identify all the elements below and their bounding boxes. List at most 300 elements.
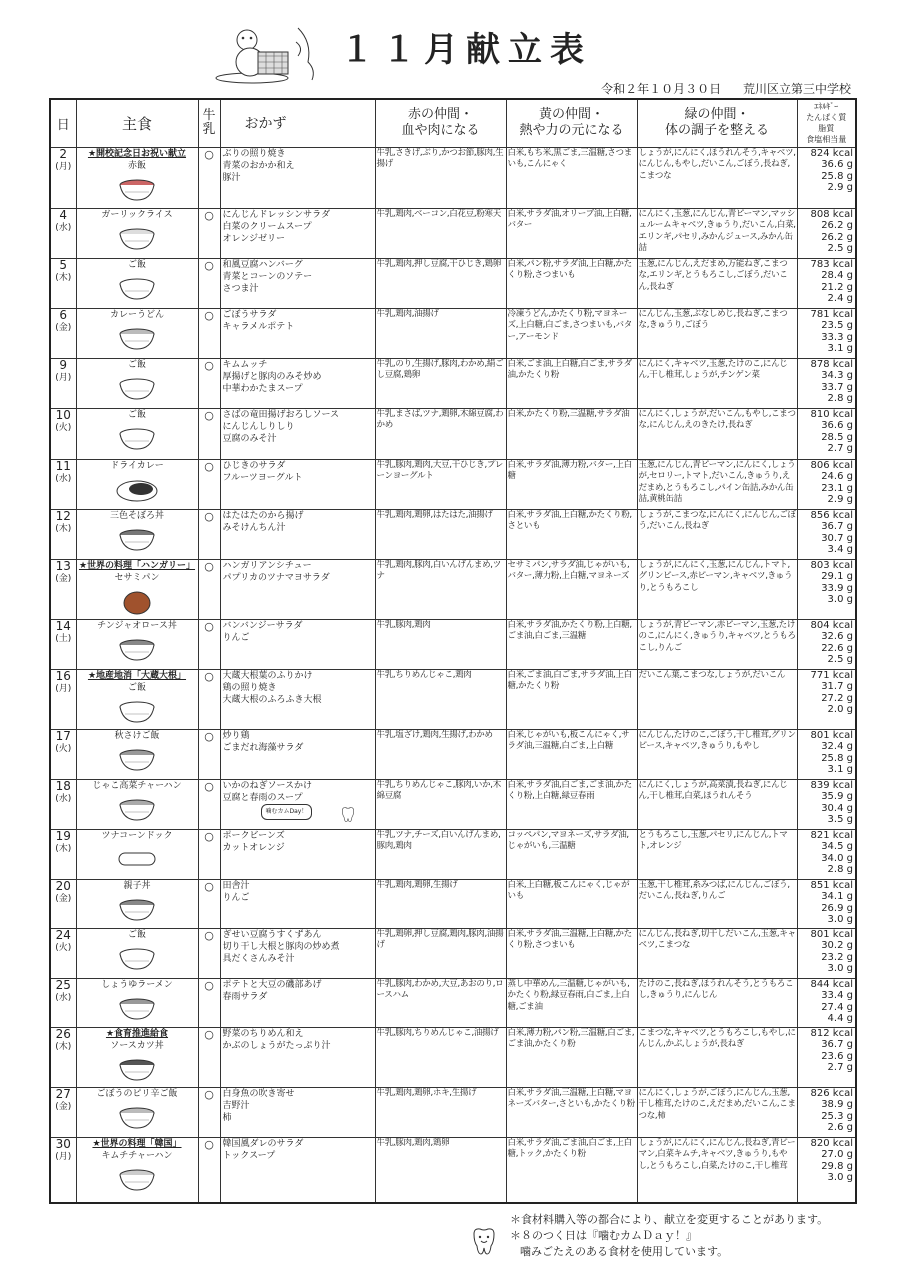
- side-dish: 田舎汁: [222, 880, 250, 891]
- protein-value: 34.5: [821, 841, 844, 852]
- red-group-cell: 牛乳,豚肉,ちりめんじゃこ,油揚げ: [375, 1027, 506, 1087]
- unit-label: kcal: [832, 358, 853, 370]
- side-dishes-cell: [220, 208, 375, 258]
- salt-value-line: [798, 443, 854, 455]
- salt-value-line: [798, 594, 854, 606]
- fat-value-line: [798, 693, 854, 705]
- milk-cell: ○: [198, 147, 220, 208]
- side-dish: 豚汁: [222, 172, 241, 183]
- salt-value-line: [798, 544, 854, 556]
- note-change: ＊食材料購入等の都合により、献立を変更することがあります。: [510, 1213, 829, 1226]
- protein-value-line: [798, 741, 854, 753]
- date-line: [583, 80, 851, 97]
- salt-value: 2.7: [827, 443, 844, 454]
- day-cell: [50, 1137, 76, 1203]
- side-dish: 柿: [222, 1112, 232, 1123]
- day-cell: [50, 1087, 76, 1137]
- unit-label: g: [846, 420, 853, 431]
- day-number: 26: [55, 1027, 71, 1041]
- dish-icon: [115, 894, 159, 924]
- protein-value: 38.9: [821, 1099, 844, 1110]
- protein-value-line: [798, 791, 854, 803]
- nutrition-cell: [797, 358, 856, 408]
- yellow-group-cell: 冷凍うどん,かたくり粉,マヨネーズ,上白糖,白ごま,さつまいも,バター,アーモンド: [506, 308, 637, 358]
- unit-label: g: [846, 752, 853, 764]
- unit-label: g: [846, 381, 853, 393]
- fat-value: 23.1: [821, 482, 844, 494]
- unit-label: g: [846, 681, 853, 692]
- fat-value: 23.6: [821, 1050, 844, 1062]
- menu-row: [50, 779, 856, 829]
- main-dish-cell: [76, 358, 198, 408]
- weekday: (火): [55, 942, 72, 953]
- salt-value: 3.0: [827, 914, 844, 925]
- fat-value-line: [798, 382, 854, 394]
- unit-label: g: [846, 631, 853, 642]
- fat-value-line: [798, 1161, 854, 1173]
- energy-value-line: [798, 1028, 854, 1040]
- side-dish: キムムッチ: [222, 359, 268, 370]
- protein-value-line: [798, 1039, 854, 1051]
- unit-label: g: [846, 482, 853, 494]
- unit-label: kcal: [832, 1087, 853, 1099]
- energy-value-line: [798, 309, 854, 321]
- main-dish-cell: [76, 1137, 198, 1203]
- unit-label: g: [846, 170, 853, 182]
- nutrition-cell: [797, 729, 856, 779]
- green-group-cell: とうもろこし,玉葱,パセリ,にんじん,トマト,オレンジ: [637, 829, 797, 879]
- unit-label: g: [846, 220, 853, 231]
- main-dish-cell: [76, 208, 198, 258]
- protein-value-line: [798, 571, 854, 583]
- energy-value: 826: [810, 1087, 830, 1099]
- unit-label: g: [846, 532, 853, 544]
- nutrition-cell: [797, 928, 856, 978]
- salt-value: 3.1: [827, 343, 844, 354]
- menu-row: [50, 358, 856, 408]
- main-dish-name: キムチチャーハン: [101, 1150, 173, 1161]
- header-milk: 牛乳: [198, 99, 220, 147]
- side-dish: 青菜のおかか和え: [222, 160, 295, 171]
- green-group-cell: たけのこ,長ねぎ,ほうれんそう,とうもろこし,きゅうり,にんじん: [637, 978, 797, 1027]
- fat-value: 26.2: [821, 231, 844, 243]
- event-label: ★食育推進給食: [105, 1028, 169, 1039]
- unit-label: kcal: [832, 928, 853, 940]
- dish-icon: [115, 1102, 159, 1132]
- energy-value-line: [798, 780, 854, 792]
- energy-value: 821: [810, 829, 830, 841]
- menu-row: [50, 928, 856, 978]
- red-group-cell: 牛乳,鶏肉,鶏卵,はたはた,油揚げ: [375, 509, 506, 559]
- protein-value-line: [798, 1149, 854, 1161]
- energy-value-line: [798, 409, 854, 421]
- unit-label: g: [846, 951, 853, 963]
- event-label: ★世界の料理「ハンガリー」: [78, 560, 196, 571]
- nutrition-cell: [797, 779, 856, 829]
- milk-cell: ○: [198, 358, 220, 408]
- unit-label: g: [846, 594, 853, 605]
- protein-value: 35.9: [821, 791, 844, 802]
- main-dish-cell: [76, 879, 198, 928]
- protein-value: 36.7: [821, 1039, 844, 1050]
- milk-cell: ○: [198, 779, 220, 829]
- unit-label: g: [846, 393, 853, 404]
- unit-label: g: [846, 370, 853, 381]
- milk-cell: ○: [198, 408, 220, 459]
- unit-label: g: [846, 443, 853, 454]
- unit-label: g: [846, 1149, 853, 1160]
- nutrition-cell: [797, 619, 856, 669]
- yellow-group-cell: 白米,サラダ油,ごま油,白ごま,上白糖,トック,かたくり粉: [506, 1137, 637, 1203]
- dish-icon: [115, 174, 159, 204]
- side-dish: オレンジゼリー: [222, 233, 286, 244]
- dish-icon: [115, 1054, 159, 1084]
- main-dish-name: セサミパン: [114, 572, 160, 583]
- fat-value: 30.4: [821, 802, 844, 814]
- unit-label: kcal: [832, 619, 853, 631]
- weekday: (土): [55, 633, 72, 644]
- day-cell: [50, 669, 76, 729]
- fat-value-line: [798, 1002, 854, 1014]
- protein-value: 30.2: [821, 940, 844, 951]
- energy-value-line: [798, 259, 854, 271]
- menu-row: [50, 879, 856, 928]
- header-row: [50, 99, 856, 147]
- nutrition-cell: [797, 669, 856, 729]
- weekday: (木): [55, 523, 72, 534]
- day-number: 4: [59, 208, 68, 222]
- day-cell: [50, 408, 76, 459]
- day-number: 19: [55, 829, 71, 843]
- protein-value: 36.6: [821, 420, 844, 431]
- side-dish: りんご: [222, 892, 250, 903]
- side-dish: 豆腐と春雨のスープ: [222, 792, 303, 803]
- day-cell: [50, 208, 76, 258]
- yellow-group-cell: 蒸し中華めん,三温糖,じゃがいも,かたくり粉,緑豆春雨,白ごま,上白糖,ごま油: [506, 978, 637, 1027]
- side-dishes-cell: [220, 1087, 375, 1137]
- yellow-group-cell: 白米,ごま油,上白糖,白ごま,サラダ油,かたくり粉: [506, 358, 637, 408]
- day-number: 30: [55, 1137, 71, 1151]
- unit-label: g: [846, 914, 853, 925]
- protein-value-line: [798, 320, 854, 332]
- energy-value-line: [798, 979, 854, 991]
- dish-icon: [115, 794, 159, 824]
- unit-label: g: [846, 963, 853, 974]
- menu-row: [50, 669, 856, 729]
- day-number: 27: [55, 1087, 71, 1101]
- energy-value: 804: [810, 619, 830, 631]
- dish-icon: [115, 943, 159, 973]
- side-dish: ごまだれ海藻サラダ: [222, 742, 304, 753]
- day-number: 2: [59, 147, 68, 161]
- side-dish: にんじんドレッシンサラダ: [222, 209, 331, 220]
- menu-row: [50, 147, 856, 208]
- red-group-cell: 牛乳,豚肉,わかめ,大豆,あおのり,ロースハム: [375, 978, 506, 1027]
- dish-icon: [115, 744, 159, 774]
- energy-value: 844: [810, 978, 830, 990]
- header-side: おかず: [220, 99, 375, 147]
- tooth-mascot-icon: [468, 1226, 500, 1258]
- unit-label: g: [846, 182, 853, 193]
- day-cell: [50, 147, 76, 208]
- day-cell: [50, 928, 76, 978]
- energy-value: 806: [810, 459, 830, 471]
- red-group-cell: 牛乳,塩ざけ,鶏肉,生揚げ,わかめ: [375, 729, 506, 779]
- energy-value-line: [798, 1088, 854, 1100]
- fat-value: 28.5: [821, 431, 844, 443]
- side-dish: バンバンジーサラダ: [222, 620, 303, 631]
- weekday: (木): [55, 843, 72, 854]
- unit-label: g: [846, 270, 853, 281]
- side-dish: ポテトと大豆の磯部あげ: [222, 979, 322, 990]
- salt-value: 3.4: [827, 544, 844, 555]
- red-group-cell: 牛乳,ちりめんじゃこ,鶏肉: [375, 669, 506, 729]
- fat-value: 23.2: [821, 951, 844, 963]
- unit-label: kcal: [832, 208, 853, 220]
- milk-cell: ○: [198, 1137, 220, 1203]
- yellow-group-cell: 白米,パン粉,サラダ油,上白糖,かたくり粉,さつまいも: [506, 258, 637, 308]
- salt-value-line: [798, 1122, 854, 1134]
- red-group-cell: 牛乳,鶏肉,油揚げ: [375, 308, 506, 358]
- unit-label: g: [846, 159, 853, 170]
- menu-row: [50, 459, 856, 509]
- red-group-cell: 牛乳,ちりめんじゃこ,豚肉,いか,木綿豆腐: [375, 779, 506, 829]
- weekday: (月): [55, 1151, 72, 1162]
- side-dish: さばの竜田揚げおろしソース: [222, 409, 340, 420]
- fat-value: 34.0: [821, 852, 844, 864]
- unit-label: kcal: [832, 1137, 853, 1149]
- side-dish: 野菜のちりめん和え: [222, 1028, 304, 1039]
- header-green-group: 緑の仲間・ 体の調子を整える: [637, 99, 797, 147]
- header-main: 主食: [76, 99, 198, 147]
- milk-cell: ○: [198, 978, 220, 1027]
- day-cell: [50, 829, 76, 879]
- main-dish-name: ガーリックライス: [101, 209, 173, 220]
- side-dish: にんじんしりしり: [222, 421, 295, 432]
- weekday: (金): [55, 893, 72, 904]
- unit-label: g: [846, 802, 853, 814]
- day-number: 6: [59, 308, 68, 322]
- energy-value-line: [798, 148, 854, 160]
- salt-value: 2.0: [827, 704, 844, 715]
- menu-row: [50, 258, 856, 308]
- main-dish-name: ご飯: [127, 409, 146, 420]
- salt-value: 2.5: [827, 654, 844, 665]
- day-number: 5: [59, 258, 68, 272]
- weekday: (金): [55, 573, 72, 584]
- side-dish: 青菜とコーンのソテー: [222, 271, 313, 282]
- salt-value-line: [798, 963, 854, 975]
- salt-value: 3.0: [827, 1172, 844, 1183]
- yellow-group-cell: 白米,もち米,黒ごま,三温糖,さつまいも,こんにゃく: [506, 147, 637, 208]
- protein-value-line: [798, 841, 854, 853]
- green-group-cell: しょうが,にんにく,ほうれんそう,キャベツ,にんじん,もやし,だいこん,ごぼう,長ねぎ,こまつな: [637, 147, 797, 208]
- nutrition-cell: [797, 509, 856, 559]
- unit-label: g: [846, 1172, 853, 1183]
- fat-value-line: [798, 1051, 854, 1063]
- fat-value-line: [798, 432, 854, 444]
- fat-value: 33.7: [821, 381, 844, 393]
- nutrition-cell: [797, 459, 856, 509]
- energy-value-line: [798, 670, 854, 682]
- fat-value-line: [798, 583, 854, 595]
- fat-value: 33.3: [821, 331, 844, 343]
- unit-label: g: [846, 343, 853, 354]
- side-dish: はたはたのから揚げ: [222, 510, 304, 521]
- milk-cell: ○: [198, 308, 220, 358]
- nutrition-cell: [797, 408, 856, 459]
- fat-value-line: [798, 332, 854, 344]
- unit-label: g: [846, 431, 853, 443]
- green-group-cell: にんじん,長ねぎ,切干しだいこん,玉葱,キャベツ,こまつな: [637, 928, 797, 978]
- fat-value-line: [798, 533, 854, 545]
- main-dish-name: 秋さけご飯: [114, 730, 160, 741]
- event-label: ★世界の料理「韓国」: [92, 1138, 182, 1149]
- fat-value: 25.3: [821, 1110, 844, 1122]
- side-dishes-cell: [220, 1027, 375, 1087]
- side-dishes-cell: [220, 729, 375, 779]
- salt-value: 3.1: [827, 764, 844, 775]
- unit-label: g: [846, 902, 853, 914]
- unit-label: g: [846, 1039, 853, 1050]
- main-dish-name: ごぼうのピリ辛ご飯: [96, 1088, 178, 1099]
- red-group-cell: 牛乳,鶏肉,押し豆腐,干ひじき,鶏卵: [375, 258, 506, 308]
- menu-row: [50, 978, 856, 1027]
- protein-value: 36.6: [821, 159, 844, 170]
- energy-value: 812: [810, 1027, 830, 1039]
- side-dish: いかのねぎソースかけ: [222, 780, 313, 791]
- milk-cell: ○: [198, 829, 220, 879]
- dish-icon: [115, 223, 159, 253]
- green-group-cell: にんにく,しょうが,高菜漬,長ねぎ,にんじん,干し椎茸,白菜,ほうれんそう: [637, 779, 797, 829]
- menu-row: [50, 1087, 856, 1137]
- main-dish-name: ご飯: [127, 682, 146, 693]
- unit-label: g: [846, 231, 853, 243]
- milk-cell: ○: [198, 559, 220, 619]
- green-group-cell: にんにく,しょうが,だいこん,もやし,こまつな,にんじん,えのきたけ,長ねぎ: [637, 408, 797, 459]
- side-dish: 春雨サラダ: [222, 991, 268, 1002]
- energy-value-line: [798, 620, 854, 632]
- yellow-group-cell: 白米,サラダ油,三温糖,上白糖,かたくり粉,さつまいも: [506, 928, 637, 978]
- weekday: (金): [55, 1101, 72, 1112]
- protein-value: 36.7: [821, 521, 844, 532]
- main-dish-cell: [76, 619, 198, 669]
- dish-icon: [115, 586, 159, 616]
- side-dishes-cell: [220, 779, 375, 829]
- protein-value-line: [798, 159, 854, 171]
- unit-label: g: [846, 243, 853, 254]
- side-dish: 吉野汁: [222, 1100, 250, 1111]
- unit-label: g: [846, 891, 853, 902]
- unit-label: g: [846, 741, 853, 752]
- side-dish: かぶのしょうがたっぷり汁: [222, 1040, 331, 1051]
- fat-value: 29.8: [821, 1160, 844, 1172]
- header-nutrition: ｴﾈﾙｷﾞｰ たんぱく質 脂質 食塩相当量: [797, 99, 856, 147]
- day-number: 17: [55, 729, 71, 743]
- day-number: 9: [59, 358, 68, 372]
- main-dish-cell: [76, 669, 198, 729]
- side-dish: 炒り鶏: [222, 730, 250, 741]
- main-dish-cell: [76, 729, 198, 779]
- footnotes: [510, 1212, 828, 1260]
- green-group-cell: しょうが,にんにく,玉葱,にんじん,トマト,グリンピース,赤ピーマン,キャベツ,きゅうり,とうもろこし: [637, 559, 797, 619]
- energy-value-line: [798, 1138, 854, 1150]
- unit-label: g: [846, 331, 853, 343]
- side-dish: 鶏の照り焼き: [222, 682, 277, 693]
- protein-value-line: [798, 891, 854, 903]
- nutrition-cell: [797, 829, 856, 879]
- unit-label: g: [846, 521, 853, 532]
- energy-value: 783: [810, 258, 830, 270]
- salt-value-line: [798, 1172, 854, 1184]
- mascot-illustration: [212, 22, 322, 86]
- weekday: (木): [55, 1041, 72, 1052]
- green-group-cell: こまつな,キャベツ,とうもろこし,もやし,にんじん,かぶ,しょうが,長ねぎ: [637, 1027, 797, 1087]
- nutrition-cell: [797, 978, 856, 1027]
- energy-value: 810: [810, 408, 830, 420]
- energy-value-line: [798, 209, 854, 221]
- green-group-cell: しょうが,こまつな,にんにく,にんじん,ごぼう,だいこん,長ねぎ: [637, 509, 797, 559]
- red-group-cell: 牛乳,鶏肉,鶏卵,生揚げ: [375, 879, 506, 928]
- menu-row: [50, 1027, 856, 1087]
- salt-value-line: [798, 704, 854, 716]
- salt-value-line: [798, 654, 854, 666]
- protein-value: 31.7: [821, 681, 844, 692]
- day-number: 20: [55, 879, 71, 893]
- unit-label: kcal: [832, 879, 853, 891]
- protein-value: 33.4: [821, 990, 844, 1001]
- header-yellow-group: 黄の仲間・ 熱や力の元になる: [506, 99, 637, 147]
- menu-row: [50, 408, 856, 459]
- weekday: (木): [55, 272, 72, 283]
- tooth-icon: [339, 806, 357, 824]
- main-dish-cell: [76, 829, 198, 879]
- side-dish: ごぼうサラダ: [222, 309, 277, 320]
- milk-cell: ○: [198, 619, 220, 669]
- side-dish: 豆腐のみそ汁: [222, 433, 277, 444]
- unit-label: g: [846, 1122, 853, 1133]
- day-cell: [50, 619, 76, 669]
- milk-cell: ○: [198, 258, 220, 308]
- day-cell: [50, 729, 76, 779]
- main-dish-name: じゃこ高菜チャーハン: [92, 780, 182, 791]
- salt-value: 2.7: [827, 1062, 844, 1073]
- unit-label: g: [846, 1160, 853, 1172]
- unit-label: kcal: [832, 829, 853, 841]
- fat-value-line: [798, 483, 854, 495]
- dish-icon: [115, 273, 159, 303]
- main-dish-name: ドライカレー: [110, 460, 164, 471]
- energy-value: 803: [810, 559, 830, 571]
- note-kamu-detail: 噛みごたえのある食材を使用しています。: [520, 1245, 729, 1258]
- energy-value: 781: [810, 308, 830, 320]
- day-cell: [50, 559, 76, 619]
- energy-value: 878: [810, 358, 830, 370]
- side-dish: パプリカのツナマヨサラダ: [222, 572, 330, 583]
- menu-row: [50, 509, 856, 559]
- unit-label: g: [846, 471, 853, 482]
- energy-value-line: [798, 830, 854, 842]
- main-dish-cell: [76, 509, 198, 559]
- side-dishes-cell: [220, 619, 375, 669]
- unit-label: g: [846, 582, 853, 594]
- salt-value: 2.5: [827, 243, 844, 254]
- milk-cell: ○: [198, 669, 220, 729]
- side-dish: フルーツヨーグルト: [222, 472, 303, 483]
- green-group-cell: しょうが,にんにく,にんじん,長ねぎ,青ピーマン,白菜キムチ,キャベツ,きゅうり,もやし,とうもろこし,白菜,たけのこ,干し椎茸: [637, 1137, 797, 1203]
- salt-value: 2.4: [827, 293, 844, 304]
- salt-value: 4.4: [827, 1013, 844, 1024]
